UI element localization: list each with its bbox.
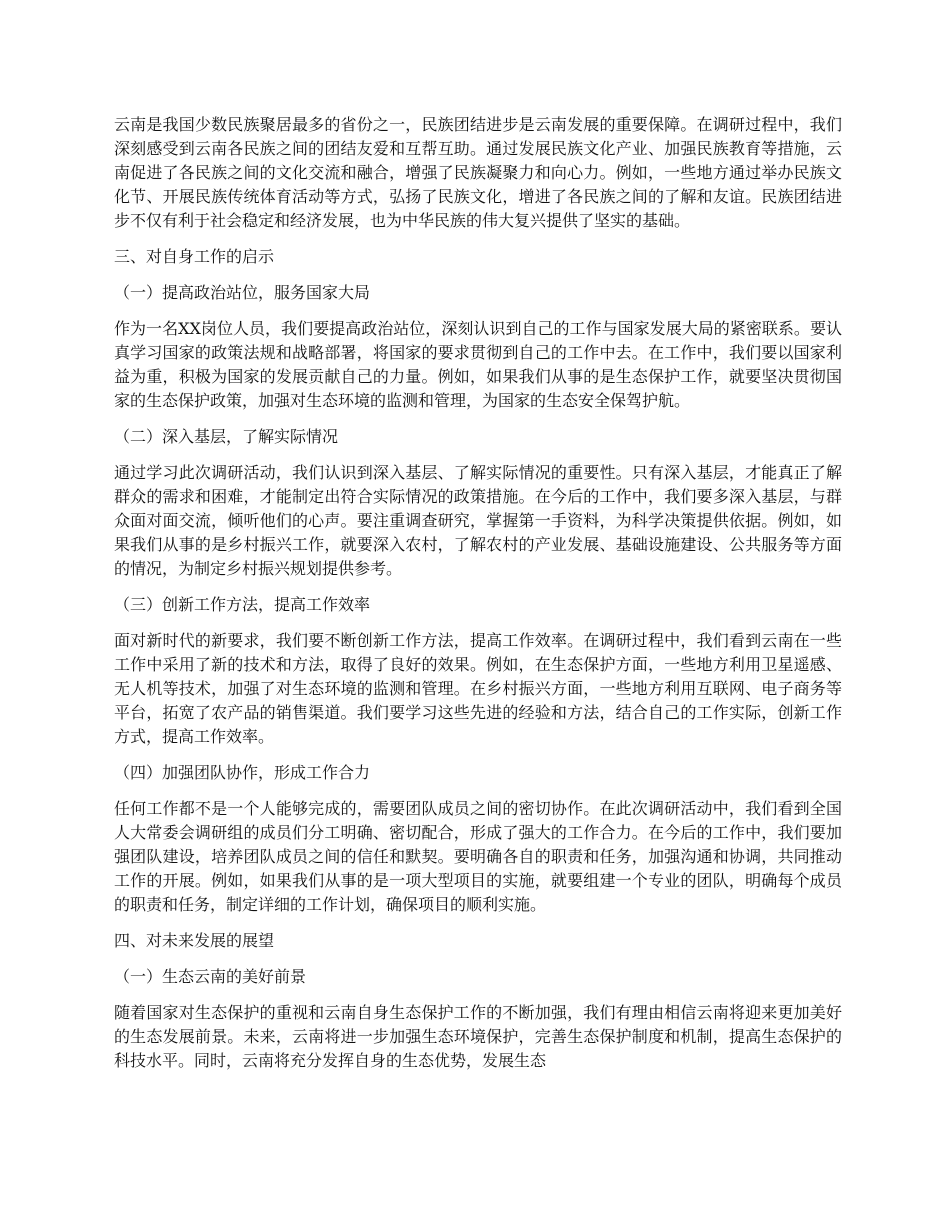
subheading-grassroots: （二）深入基层，了解实际情况 xyxy=(114,427,339,446)
subheading-teamwork: （四）加强团队协作，形成工作合力 xyxy=(114,763,371,782)
subheading-political-stance: （一）提高政治站位，服务国家大局 xyxy=(114,283,371,302)
document-page xyxy=(114,113,842,1085)
subheading-ecological-yunnan: （一）生态云南的美好前景 xyxy=(114,967,307,986)
paragraph-ecological-yunnan: 随着国家对生态保护的重视和云南自身生态保护工作的不断加强，我们有理由相信云南将迎来更加美好的生态发展前景。未来，云南将进一步加强生态环境保护，完善生态保护制度和机制，提高生态保护的科技水平。同时，云南将充分发挥自身的生态优势，发展生态 xyxy=(114,1003,842,1070)
paragraph-grassroots: 通过学习此次调研活动，我们认识到深入基层、了解实际情况的重要性。只有深入基层，才能真正了解群众的需求和困难，才能制定出符合实际情况的政策措施。在今后的工作中，我们要多深入基层，与群众面对面交流，倾听他们的心声。要注重调查研究，掌握第一手资料，为科学决策提供依据。例如，如果我们从事的是乡村振兴工作，就要深入农村，了解农村的产业发展、基础设施建设、公共服务等方面的情况，为制定乡村振兴规划提供参考。 xyxy=(114,463,842,578)
section-heading-future-outlook: 四、对未来发展的展望 xyxy=(114,931,275,950)
paragraph-innovation: 面对新时代的新要求，我们要不断创新工作方法，提高工作效率。在调研过程中，我们看到云南在一些工作中采用了新的技术和方法，取得了良好的效果。例如，在生态保护方面，一些地方利用卫星遥感、无人机等技术，加强了对生态环境的监测和管理。在乡村振兴方面，一些地方利用互联网、电子商务等平台，拓宽了农产品的销售渠道。我们要学习这些先进的经验和方法，结合自己的工作实际，创新工作方式，提高工作效率。 xyxy=(114,631,842,746)
paragraph-teamwork: 任何工作都不是一个人能够完成的，需要团队成员之间的密切协作。在此次调研活动中，我们看到全国人大常委会调研组的成员们分工明确、密切配合，形成了强大的工作合力。在今后的工作中，我们要加强团队建设，培养团队成员之间的信任和默契。要明确各自的职责和任务，加强沟通和协调，共同推动工作的开展。例如，如果我们从事的是一项大型项目的实施，就要组建一个专业的团队，明确每个成员的职责和任务，制定详细的工作计划，确保项目的顺利实施。 xyxy=(114,799,842,914)
section-heading-work-insights: 三、对自身工作的启示 xyxy=(114,247,275,266)
paragraph-political-stance: 作为一名XX岗位人员，我们要提高政治站位，深刻认识到自己的工作与国家发展大局的紧密联系。要认真学习国家的政策法规和战略部署，将国家的要求贯彻到自己的工作中去。在工作中，我们要以国家利益为重，积极为国家的发展贡献自己的力量。例如，如果我们从事的是生态保护工作，就要坚决贯彻国家的生态保护政策，加强对生态环境的监测和管理，为国家的生态安全保驾护航。 xyxy=(114,319,842,410)
paragraph-ethnic-unity: 云南是我国少数民族聚居最多的省份之一，民族团结进步是云南发展的重要保障。在调研过程中，我们深刻感受到云南各民族之间的团结友爱和互帮互助。通过发展民族文化产业、加强民族教育等措施，云南促进了各民族之间的文化交流和融合，增强了民族凝聚力和向心力。例如，一些地方通过举办民族文化节、开展民族传统体育活动等方式，弘扬了民族文化，增进了各民族之间的了解和友谊。民族团结进步不仅有利于社会稳定和经济发展，也为中华民族的伟大复兴提供了坚实的基础。 xyxy=(114,115,842,230)
subheading-innovation: （三）创新工作方法，提高工作效率 xyxy=(114,595,371,614)
